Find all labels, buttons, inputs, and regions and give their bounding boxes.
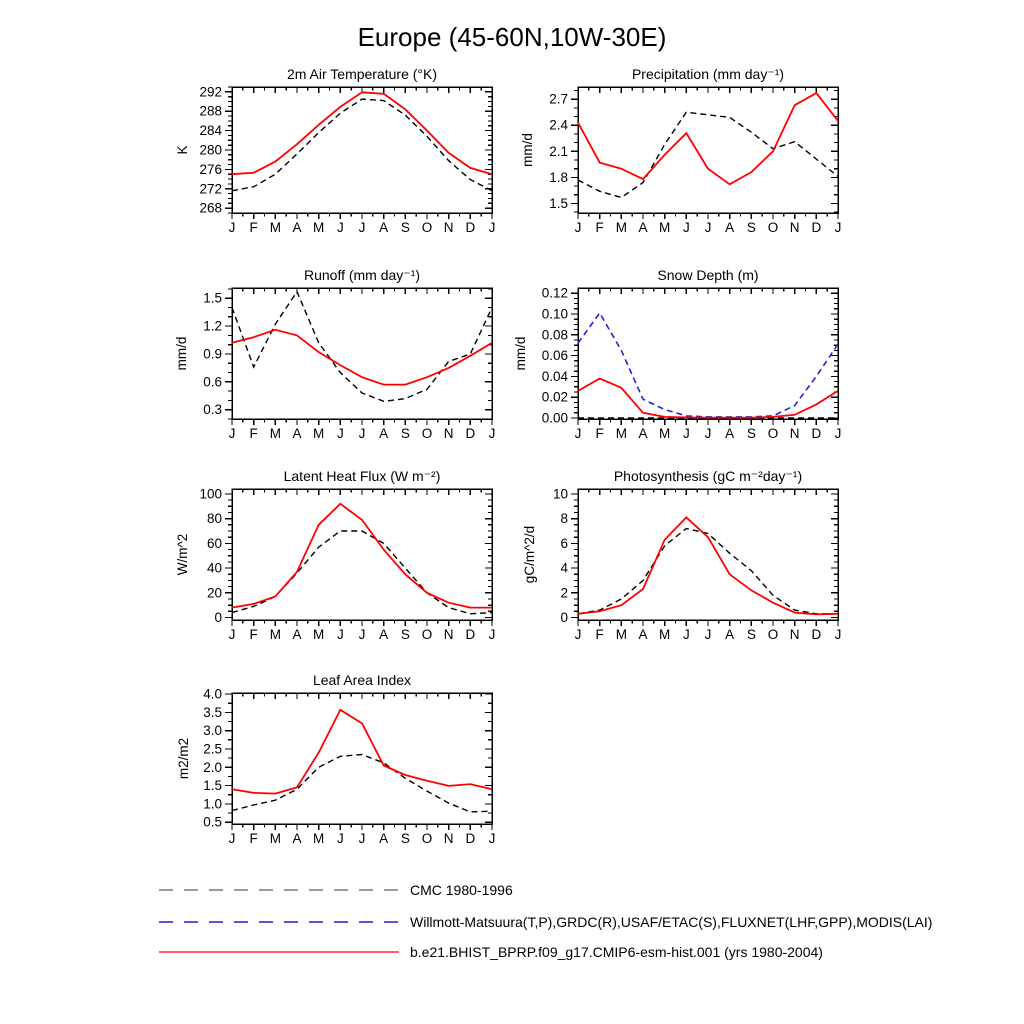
x-tick-label: D [465,220,476,235]
x-tick-label: A [292,426,302,441]
x-tick-label: J [574,426,582,441]
y-tick-label: 10 [552,486,568,502]
x-tick-label: O [767,627,779,642]
y-tick-label: 80 [206,511,222,527]
x-tick-label: A [379,627,389,642]
x-tick-label: J [358,426,366,441]
x-tick-label: J [834,426,842,441]
x-tick-label: A [638,220,648,235]
x-tick-label: D [811,426,822,441]
x-tick-label: J [358,627,366,642]
x-tick-label: M [269,220,281,235]
series-obs [232,292,492,402]
series-model [232,92,492,174]
x-tick-label: J [336,831,344,846]
legend-line-cmc-dashed [158,886,400,894]
x-tick-label: F [249,831,258,846]
x-tick-label: A [725,220,735,235]
x-tick-label: O [421,831,433,846]
y-tick-label: 4 [560,560,568,576]
legend-label-obs: Willmott-Matsuura(T,P),GRDC(R),USAF/ETAC(S),FLUXNET(LHF,GPP),MODIS(LAI) [410,914,933,930]
y-tick-label: 0.10 [541,306,568,322]
y-tick-label: 280 [199,142,222,158]
legend-row-cmc [158,884,513,896]
axes [571,489,838,626]
x-tick-label: S [746,426,756,441]
axes [225,87,492,219]
series-obs [232,755,492,812]
y-axis-label: mm/d [520,133,535,167]
y-tick-label: 8 [560,511,568,527]
x-tick-label: J [488,627,496,642]
y-tick-label: 284 [199,123,222,139]
chart-title: Leaf Area Index [312,672,412,688]
y-tick-label: 0 [560,610,568,626]
x-tick-label: F [249,220,258,235]
x-tick-label: M [659,426,671,441]
series-model [232,330,492,385]
legend-row-model [158,946,823,958]
y-tick-label: 268 [199,200,222,216]
x-tick-label: N [443,831,454,846]
legend-label-model: b.e21.BHIST_BPRP.f09_g17.CMIP6-esm-hist.001 (yrs 1980-2004) [410,944,823,960]
x-tick-label: J [358,831,366,846]
x-tick-label: J [488,220,496,235]
chart-title: Photosynthesis (gC m⁻²day⁻¹) [613,468,803,484]
series-model [232,710,492,794]
x-tick-label: S [746,627,756,642]
y-tick-label: 40 [206,560,222,576]
legend-line-obs-dashed [158,918,400,926]
x-tick-label: S [400,627,410,642]
x-tick-label: A [638,426,648,441]
x-tick-label: M [313,831,325,846]
x-tick-label: A [638,627,648,642]
series-obs [578,529,838,614]
x-tick-label: F [249,627,258,642]
series-model [232,504,492,608]
y-tick-label: 1.2 [203,318,222,334]
series-obs [232,99,492,191]
series-obs [578,112,838,197]
y-tick-label: 1.5 [203,778,222,794]
y-tick-label: 0.9 [203,346,222,362]
y-tick-label: 2 [560,585,568,601]
x-tick-label: J [574,627,582,642]
y-axis-label: gC/m^2/d [522,525,537,584]
x-tick-label: A [725,627,735,642]
y-tick-label: 1.8 [549,169,568,185]
x-tick-label: J [704,627,712,642]
x-tick-label: N [789,220,800,235]
x-tick-label: D [465,831,476,846]
x-tick-label: M [615,426,627,441]
y-tick-label: 1.0 [203,796,222,812]
x-tick-label: O [767,220,779,235]
legend-label-cmc: CMC 1980-1996 [410,882,513,898]
axes [225,288,492,425]
chart-title: Runoff (mm day⁻¹) [303,267,421,283]
chart-title: Latent Heat Flux (W m⁻²) [283,468,441,484]
x-tick-label: J [704,220,712,235]
x-tick-label: A [379,831,389,846]
y-tick-label: 6 [560,535,568,551]
y-tick-label: 4.0 [203,686,222,702]
x-tick-label: F [595,426,604,441]
x-tick-label: O [421,220,433,235]
y-tick-label: 20 [206,585,222,601]
x-tick-label: A [725,426,735,441]
y-tick-label: 0.5 [203,814,222,830]
x-tick-label: M [313,627,325,642]
legend-line-model-solid [158,948,400,956]
x-tick-label: J [336,220,344,235]
x-tick-label: N [443,426,454,441]
chart-photosynthesis [468,449,888,656]
x-tick-label: O [421,426,433,441]
y-axis-label: K [175,145,190,155]
series-model [578,93,838,184]
series-obs [578,313,838,417]
y-tick-label: 0.02 [541,389,568,405]
y-tick-label: 2.7 [549,91,568,107]
x-tick-label: N [789,627,800,642]
y-tick-label: 3.0 [203,723,222,739]
chart-precipitation [468,47,888,249]
chart-leaf-area-index [122,653,542,860]
x-tick-label: M [659,627,671,642]
x-tick-label: J [336,426,344,441]
x-tick-label: S [400,831,410,846]
x-tick-label: F [595,220,604,235]
y-tick-label: 2.4 [549,117,568,133]
x-tick-label: J [834,220,842,235]
x-tick-label: J [228,831,236,846]
x-tick-label: S [400,220,410,235]
x-tick-label: F [249,426,258,441]
x-tick-label: D [811,627,822,642]
x-tick-label: A [379,220,389,235]
legend-row-obs [158,916,932,928]
y-tick-label: 2.0 [203,759,222,775]
chart-snow-depth [468,248,888,455]
y-tick-label: 2.5 [203,741,222,757]
y-tick-label: 276 [199,161,222,177]
axes [571,288,838,425]
y-tick-label: 3.5 [203,704,222,720]
series-model [578,379,838,418]
x-tick-label: D [811,220,822,235]
y-axis-label: mm/d [174,336,189,371]
y-tick-label: 288 [199,103,222,119]
y-tick-label: 1.5 [549,195,568,211]
y-tick-label: 0.00 [541,410,568,426]
x-tick-label: F [595,627,604,642]
y-tick-label: 0.6 [203,374,222,390]
x-tick-label: M [269,831,281,846]
y-tick-label: 0.3 [203,402,222,418]
chart-title: 2m Air Temperature (°K) [286,66,438,82]
x-tick-label: J [704,426,712,441]
x-tick-label: M [615,220,627,235]
y-axis-label: m2/m2 [176,737,191,780]
x-tick-label: D [465,426,476,441]
x-tick-label: M [313,426,325,441]
series-model [578,517,838,614]
x-tick-label: N [789,426,800,441]
axes [225,489,492,626]
x-tick-label: A [292,220,302,235]
y-tick-label: 1.5 [203,290,222,306]
y-tick-label: 0.08 [541,327,568,343]
y-tick-label: 272 [199,181,222,197]
x-tick-label: J [228,220,236,235]
x-tick-label: J [682,220,690,235]
page-title: Europe (45-60N,10W-30E) [357,22,667,52]
y-tick-label: 100 [199,486,222,502]
y-axis-label: W/m^2 [175,533,190,576]
y-tick-label: 0.12 [541,285,568,301]
x-tick-label: S [400,426,410,441]
x-tick-label: S [746,220,756,235]
x-tick-label: J [336,627,344,642]
x-tick-label: D [465,627,476,642]
x-tick-label: O [767,426,779,441]
y-tick-label: 2.1 [549,143,568,159]
x-tick-label: M [615,627,627,642]
x-tick-label: J [228,426,236,441]
series-obs [232,531,492,614]
y-tick-label: 0.06 [541,348,568,364]
x-tick-label: M [269,627,281,642]
x-tick-label: J [682,426,690,441]
x-tick-label: J [228,627,236,642]
y-axis-label: mm/d [513,336,528,371]
x-tick-label: J [834,627,842,642]
axes [225,693,492,830]
x-tick-label: J [682,627,690,642]
x-tick-label: A [292,831,302,846]
y-tick-label: 60 [206,535,222,551]
x-tick-label: J [488,831,496,846]
x-tick-label: J [488,426,496,441]
x-tick-label: J [358,220,366,235]
x-tick-label: N [443,627,454,642]
x-tick-label: M [313,220,325,235]
x-tick-label: N [443,220,454,235]
x-tick-label: J [574,220,582,235]
chart-title: Snow Depth (m) [657,267,759,283]
y-tick-label: 0.04 [541,368,568,384]
y-tick-label: 0 [214,610,222,626]
axes [571,87,838,219]
x-tick-label: A [379,426,389,441]
x-tick-label: A [292,627,302,642]
chart-title: Precipitation (mm day⁻¹) [631,66,785,82]
x-tick-label: M [659,220,671,235]
y-tick-label: 292 [199,84,222,100]
x-tick-label: O [421,627,433,642]
x-tick-label: M [269,426,281,441]
